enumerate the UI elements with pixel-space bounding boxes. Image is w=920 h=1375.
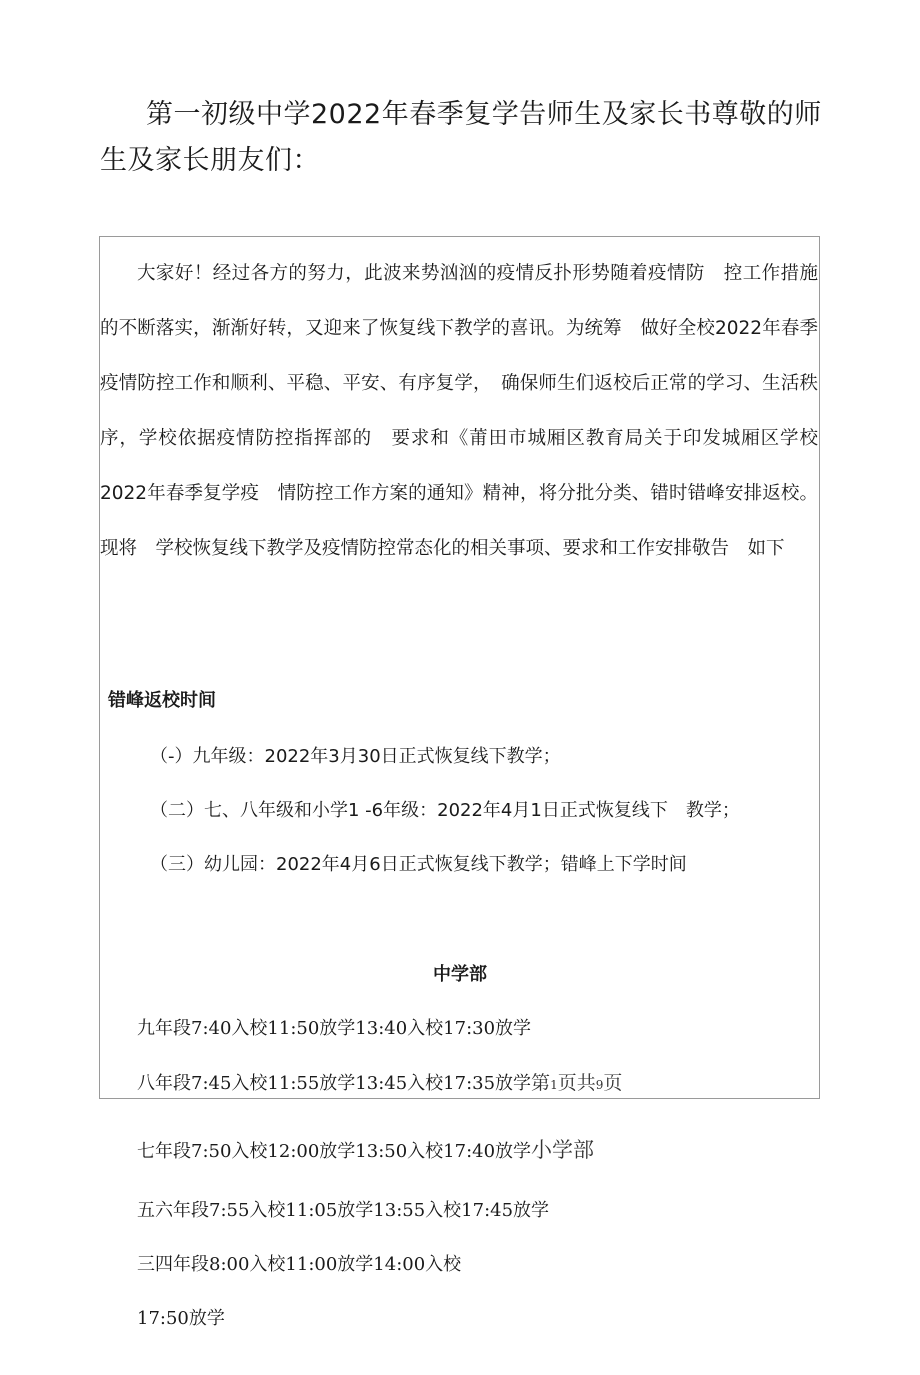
schedule-text: 八年段7:45入校11:55放学13:45入校17:35放学: [137, 1073, 532, 1094]
page-total: 9: [595, 1078, 604, 1092]
schedule-row-grade9: 九年段7:40入校11:50放学13:40入校17:30放学: [137, 1018, 532, 1039]
list-item: （二）七、八年级和小学1 -6年级：2022年4月1日正式恢复线下 教学；: [150, 800, 740, 821]
section-heading-return-time: 错峰返校时间: [108, 690, 216, 711]
page-footer: 第1页共9页: [531, 1072, 623, 1094]
page-number: 1: [550, 1078, 558, 1092]
schedule-row-grade34: 三四年段8:00入校11:00放学14:00入校: [137, 1254, 462, 1275]
list-item: （-）九年级：2022年3月30日正式恢复线下教学；: [150, 746, 561, 767]
middle-school-heading: 中学部: [433, 964, 487, 985]
schedule-text: 七年段7:50入校12:00放学13:50入校17:40放学: [137, 1141, 532, 1162]
schedule-row-grade7: [137, 1134, 594, 1164]
document-title: 第一初级中学2022年春季复学告师生及家长书尊敬的师生及家长朋友们：: [100, 99, 822, 176]
schedule-row-grade56: 五六年段7:55入校11:05放学13:55入校17:45放学: [137, 1200, 550, 1221]
primary-school-heading: 小学部: [531, 1138, 595, 1162]
intro-paragraph: 大家好！经过各方的努力，此波来势汹汹的疫情反扑形势随着疫情防 控工作措施的不断落实，渐渐好转，又迎来了恢复线下教学的喜讯。为统筹 做好全校2022年春季疫情防控工作和顺利、平稳、平安、有序复学， 确保师生们返校后正常的学习、生活秩序，学校依据疫情防控指挥部的 要求和《莆田市城厢区教育局关于印发城厢区学校2022年春季复学疫 情防控工作方案的通知》精神，将分批分类、错时错峰安排返校。现将 学校恢复线下教学及疫情防控常态化的相关事项、要求和工作安排敬告 如下: [100, 263, 818, 559]
schedule-row-grade34-end: 17:50放学: [137, 1308, 225, 1329]
schedule-row-grade8: [137, 1068, 622, 1095]
list-item: （三）幼儿园：2022年4月6日正式恢复线下教学；错峰上下学时间: [150, 854, 687, 875]
